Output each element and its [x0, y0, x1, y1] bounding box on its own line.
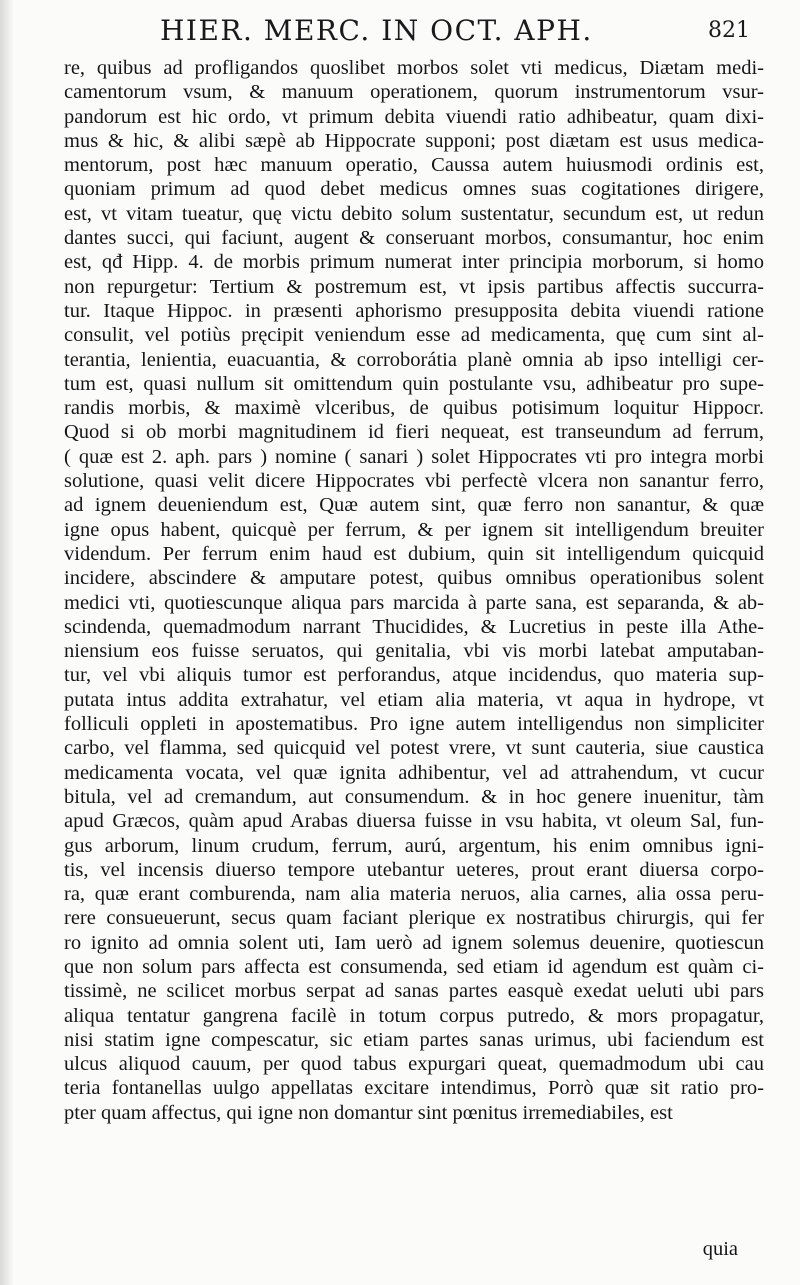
running-head: HIER. MERC. IN OCT. APH.	[160, 14, 593, 47]
text-line: aliqua tentatur gangrena facilè in totum corpus putredo, & mors propagatur,	[64, 1004, 764, 1027]
text-line: ro ignito ad omnia solent uti, Iam uerò ad ignem solemus deuenire, quotiescun	[64, 931, 764, 954]
text-line: tissimè, ne scilicet morbus serpat ad sanas partes easquè exedat ueluti ubi pars	[64, 980, 764, 1003]
text-line: pandorum est hic ordo, vt primum debita viuendi ratio adhibeatur, quam dixi-	[64, 105, 764, 128]
text-line: carbo, vel flamma, sed quicquid vel potest vrere, vt sunt cauteria, siue caustica	[64, 737, 764, 760]
text-line: folliculi oppleti in apostematibus. Pro igne autem intelligendus non simpliciter	[64, 713, 764, 736]
text-line: pter quam affectus, qui igne non domantur sint pœnitus irremediabiles, est	[64, 1101, 673, 1124]
text-line: ulcus aliquod cauum, per quod tabus expurgari queat, quemadmodum ubi cau	[64, 1053, 764, 1076]
text-line: scindenda, quemadmodum narrant Thucidides, & Lucretius in peste illa Athe-	[64, 615, 764, 638]
page-header	[60, 14, 750, 54]
text-line: non repurgetur: Tertium & postremum est, vt ipsis partibus affectis succurra-	[64, 275, 764, 298]
text-line: terantia, lenientia, euacuantia, & corroborátia planè omnia ab ipso intelligi cer-	[64, 348, 764, 371]
text-line: re, quibus ad profligandos quoslibet morbos solet vti medicus, Diætam medi-	[64, 57, 764, 79]
text-line: igne opus habent, quicquè per ferrum, & per ignem sit intelligendum breuiter	[64, 518, 764, 541]
body-text	[64, 56, 764, 1125]
text-line: medici vti, quotiescunque aliqua pars marcida à parte sana, est separanda, & ab-	[64, 591, 764, 614]
text-line: est, qđ Hipp. 4. de morbis primum numerat inter principia morborum, si homo	[64, 251, 764, 274]
text-line: ( quæ est 2. aph. pars ) nomine ( sanari ) solet Hippocrates vti pro integra morbi	[64, 445, 764, 468]
text-line: videndum. Per ferrum enim haud est dubium, quin sit intelligendum quicquid	[64, 542, 764, 565]
text-line: medicamenta vocata, vel quæ ignita adhibentur, vel ad attrahendum, vt cucur	[64, 761, 764, 784]
text-line: bitula, vel ad cremandum, aut consumendum. & in hoc genere inuenitur, tàm	[64, 785, 764, 808]
text-line: nisi statim igne compescatur, sic etiam partes sanas urimus, ubi faciendum est	[64, 1028, 764, 1051]
text-line: mus & hic, & alibi sæpè ab Hippocrate supponi; post diætam est usus medica-	[64, 129, 764, 152]
text-line: mentorum, post hæc manuum operatio, Caussa autem huiusmodi ordinis est,	[64, 154, 764, 177]
text-line: consulit, vel potiùs pręcipit veniendum esse ad medicamenta, quę cum sint al-	[64, 324, 764, 347]
text-line: solutione, quasi velit dicere Hippocrates vbi perfectè vlcera non sanantur ferro,	[64, 470, 764, 493]
text-line: tur, vel vbi aliquis tumor est perforandus, atque incidendus, quo materia sup-	[64, 664, 764, 687]
text-line: ra, quæ erant comburenda, nam alia materia neruos, alia carnes, alia ossa peru-	[64, 883, 764, 906]
text-line: incidere, abscindere & amputare potest, quibus omnibus operationibus solent	[64, 567, 764, 590]
text-line: ad ignem deueniendum est, Quæ autem sint, quæ ferro non sanantur, & quæ	[64, 494, 764, 517]
text-line: rere consueuerunt, secus quam faciant plerique ex nostratibus chirurgis, qui fer	[64, 907, 764, 930]
catchword: quia	[702, 1238, 738, 1260]
text-line: randis morbis, & maximè vlceribus, de quibus potisimum loquitur Hippocr.	[64, 397, 764, 420]
text-line: que non solum pars affecta est consumenda, sed etiam id agendum est quàm ci-	[64, 955, 764, 978]
text-line: tis, vel incensis diuerso tempore utebantur ueteres, prout erant diuersa corpo-	[64, 858, 764, 881]
page-number: 821	[708, 18, 750, 43]
text-line: est, vt vitam tueatur, quę victu debito solum sustentatur, secundum est, ut redun	[64, 202, 764, 225]
text-line: dantes succi, qui faciunt, augent & conseruant morbos, consumantur, hoc enim	[64, 227, 764, 250]
text-line: tur. Itaque Hippoc. in præsenti aphorismo presupposita debita viuendi ratione	[64, 299, 764, 322]
text-line: quoniam primum ad quod debet medicus omnes suas cogitationes dirigere,	[64, 178, 764, 201]
gutter-shadow	[0, 0, 14, 1285]
text-line: apud Græcos, quàm apud Arabas diuersa fuisse in vsu habita, vt oleum Sal, fun-	[64, 810, 764, 833]
text-line: gus arborum, linum crudum, ferrum, aurú, argentum, his enim omnibus igni-	[64, 834, 764, 857]
text-line: teria fontanellas uulgo appellatas excitare intendimus, Porrò quæ sit ratio pro-	[64, 1077, 764, 1100]
text-line: Quod si ob morbi magnitudinem id fieri nequeat, est transeundum ad ferrum,	[64, 421, 764, 444]
text-line: niensium eos fuisse seruatos, qui genitalia, vbi vis morbi latebat amputaban-	[64, 640, 764, 663]
text-line: tum est, quasi nullum sit omittendum quin postulante vsu, adhibeatur pro supe-	[64, 372, 764, 395]
text-line: putata intus addita extrahatur, vel etiam alia materia, vt aqua in hydrope, vt	[64, 688, 764, 711]
text-line: camentorum vsum, & manuum operationem, quorum instrumentorum vsur-	[64, 81, 764, 104]
